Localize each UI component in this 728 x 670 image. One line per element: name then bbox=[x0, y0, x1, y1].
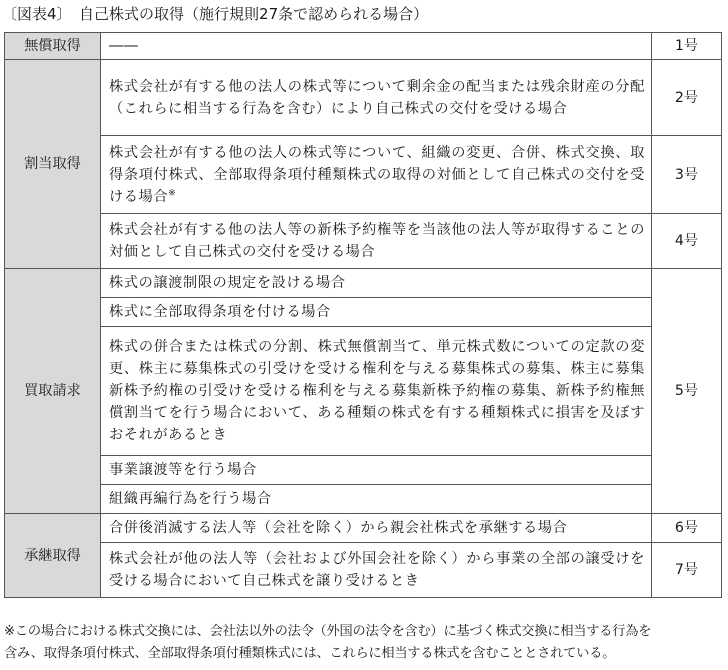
article-number-cell: 6号 bbox=[652, 514, 722, 543]
category-cell: 承継取得 bbox=[5, 514, 101, 598]
description-cell: 株式の譲渡制限の規定を設ける場合 bbox=[101, 269, 652, 298]
table-row bbox=[5, 136, 722, 214]
table-row bbox=[5, 543, 722, 598]
category-cell: 割当取得 bbox=[5, 60, 101, 269]
category-cell: 買取請求 bbox=[5, 269, 101, 514]
article-number-cell: 1号 bbox=[652, 33, 722, 60]
article-number-cell: 5号 bbox=[652, 269, 722, 514]
description-cell: 株式会社が有する他の法人の株式等について剰余金の配当または残余財産の分配（これらに相当する行為を含む）により自己株式の交付を受ける場合 bbox=[101, 60, 652, 136]
article-number-cell: 7号 bbox=[652, 543, 722, 598]
description-cell: 事業譲渡等を行う場合 bbox=[101, 456, 652, 485]
description-cell: 株式会社が有する他の法人等の新株予約権等を当該他の法人等が取得することの対価として自己株式の交付を受ける場合 bbox=[101, 214, 652, 269]
description-cell bbox=[101, 136, 652, 214]
description-cell: 株式に全部取得条項を付ける場合 bbox=[101, 298, 652, 327]
table-row bbox=[5, 456, 722, 485]
figure-title: 〔図表4〕 自己株式の取得（施行規則27条で認められる場合） bbox=[2, 5, 429, 23]
table-row bbox=[5, 485, 722, 514]
footnote-line: ※この場合における株式交換には、会社法以外の法令（外国の法令を含む）に基づく株式交換に相当する行為を bbox=[4, 624, 652, 639]
acquisition-table bbox=[4, 32, 722, 598]
description-cell: 合併後消滅する法人等（会社を除く）から親会社株式を承継する場合 bbox=[101, 514, 652, 543]
table-row bbox=[5, 214, 722, 269]
footnote-mark: ※ bbox=[168, 187, 177, 198]
footnote-line: 含み、取得条項付株式、全部取得条項付種類株式には、これらに相当する株式を含むこととされている。 bbox=[4, 646, 616, 661]
table-row bbox=[5, 327, 722, 456]
category-cell: 無償取得 bbox=[5, 33, 101, 60]
article-number-cell: 4号 bbox=[652, 214, 722, 269]
article-number-cell: 3号 bbox=[652, 136, 722, 214]
description-cell: ―― bbox=[101, 33, 652, 60]
article-number-cell: 2号 bbox=[652, 60, 722, 136]
description-cell: 株式会社が他の法人等（会社および外国会社を除く）から事業の全部の譲受けを受ける場合において自己株式を譲り受けるとき bbox=[101, 543, 652, 598]
footnote bbox=[4, 621, 722, 665]
table-row bbox=[5, 33, 722, 60]
description-text: 株式会社が有する他の法人の株式等について、組織の変更、合併、株式交換、取得条項付株式、全部取得条項付種類株式の取得の対価として自己株式の交付を受ける場合 bbox=[109, 144, 645, 205]
table-row bbox=[5, 514, 722, 543]
table-row bbox=[5, 269, 722, 298]
table-row bbox=[5, 298, 722, 327]
table-row bbox=[5, 60, 722, 136]
description-cell: 株式の併合または株式の分割、株式無償割当て、単元株式数についての定款の変更、株主に募集株式の引受けを受ける権利を与える募集株式の募集、株主に募集新株予約権の引受けを受ける権利を与える募集新株予約権の募集、新株予約権無償割当てを行う場合において、ある種類の株式を有する種類株式に損害を及ぼすおそれがあるとき bbox=[101, 327, 652, 456]
description-cell: 組織再編行為を行う場合 bbox=[101, 485, 652, 514]
